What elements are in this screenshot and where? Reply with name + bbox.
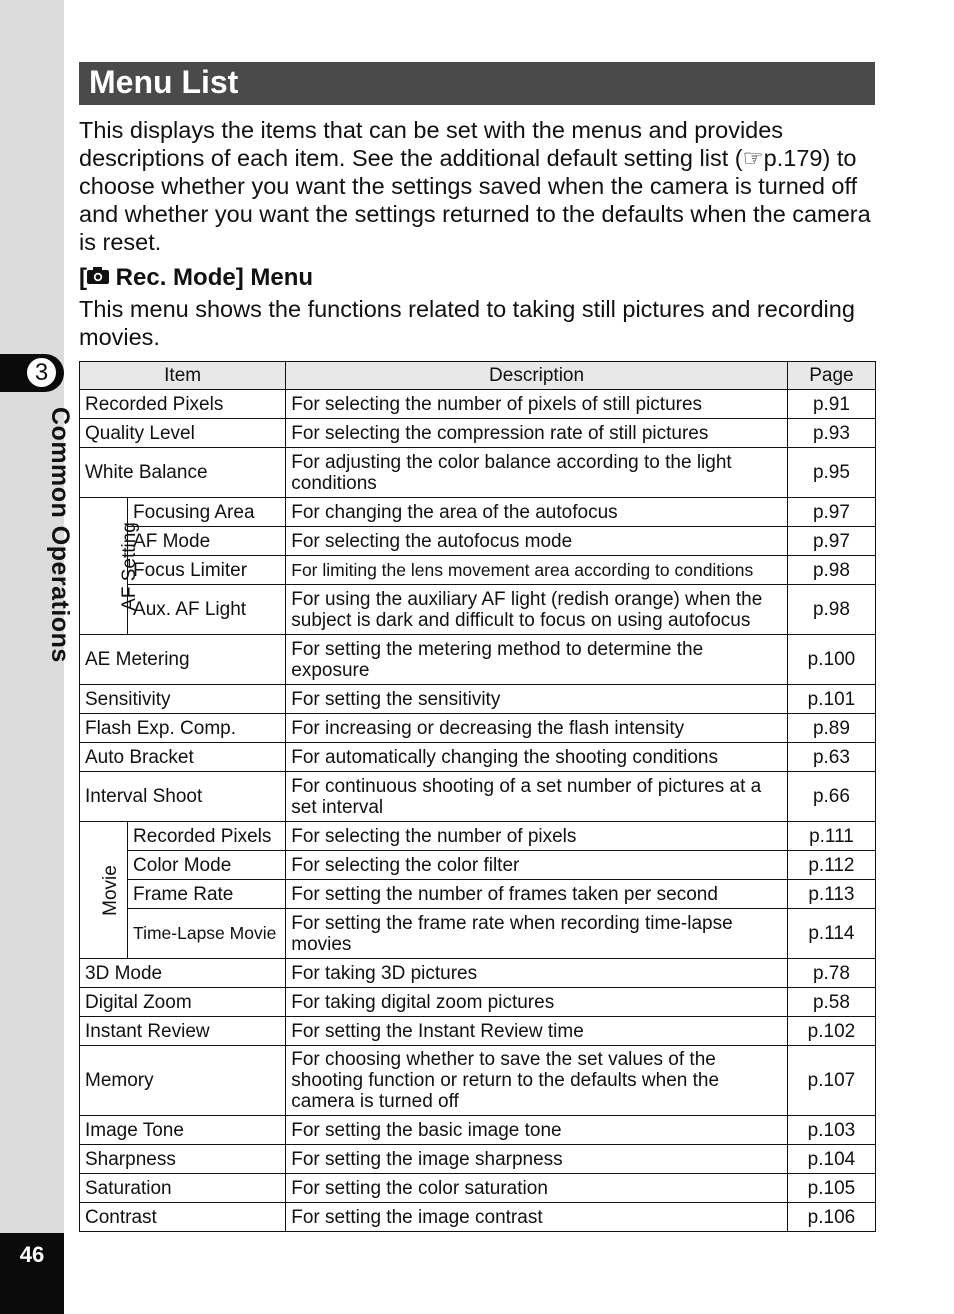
table-row <box>80 988 876 1017</box>
table-row <box>80 1174 876 1203</box>
table-row <box>80 714 876 743</box>
table-row <box>80 498 876 527</box>
row-page: p.106 <box>787 1203 875 1232</box>
row-item: Interval Shoot <box>80 772 286 822</box>
row-page: p.105 <box>787 1174 875 1203</box>
row-description: For setting the frame rate when recording time-lapse movies <box>286 909 788 959</box>
table-row <box>80 556 876 585</box>
row-description: For setting the basic image tone <box>286 1116 788 1145</box>
row-item: AE Metering <box>80 635 286 685</box>
row-page: p.111 <box>787 822 875 851</box>
row-item: Sharpness <box>80 1145 286 1174</box>
row-page: p.78 <box>787 959 875 988</box>
row-page: p.114 <box>787 909 875 959</box>
page-title: Menu List <box>89 64 239 100</box>
header-page: Page <box>787 362 875 390</box>
heading-text: Rec. Mode] Menu <box>115 264 314 291</box>
chapter-title: Common Operations <box>46 407 74 663</box>
table-row <box>80 1203 876 1232</box>
table-row <box>80 772 876 822</box>
heading-bracket: [ <box>79 264 87 291</box>
group-af-label: AF Setting <box>118 521 140 611</box>
row-item: Quality Level <box>80 419 286 448</box>
row-page: p.107 <box>787 1046 875 1116</box>
table-row <box>80 585 876 635</box>
table-row <box>80 822 876 851</box>
row-page: p.63 <box>787 743 875 772</box>
header-item: Item <box>80 362 286 390</box>
row-item: Recorded Pixels <box>128 822 286 851</box>
table-row <box>80 959 876 988</box>
row-page: p.102 <box>787 1017 875 1046</box>
row-item: Aux. AF Light <box>128 585 286 635</box>
row-description: For selecting the number of pixels <box>286 822 788 851</box>
table-row <box>80 1046 876 1116</box>
row-description: For setting the image contrast <box>286 1203 788 1232</box>
title-bar <box>79 62 875 105</box>
row-item: AF Mode <box>128 527 286 556</box>
row-item: Memory <box>80 1046 286 1116</box>
row-item: Digital Zoom <box>80 988 286 1017</box>
menu-table <box>79 361 876 1232</box>
row-page: p.100 <box>787 635 875 685</box>
row-page: p.97 <box>787 498 875 527</box>
row-description: For continuous shooting of a set number of pictures at a set interval <box>286 772 788 822</box>
row-description: For setting the image sharpness <box>286 1145 788 1174</box>
camera-icon <box>87 263 109 291</box>
row-page: p.97 <box>787 527 875 556</box>
row-page: p.91 <box>787 390 875 419</box>
table-header-row <box>80 362 876 390</box>
row-description: For setting the color saturation <box>286 1174 788 1203</box>
group-movie <box>80 822 128 959</box>
row-page: p.66 <box>787 772 875 822</box>
intro-paragraph: This displays the items that can be set with the menus and provides descriptions of each item. See the additional default setting list (☞p.179) to choose whether you want the settings saved when the camera is turned off and whether you want the settings returned to the defaults when the camera is reset. <box>79 117 871 255</box>
row-item: 3D Mode <box>80 959 286 988</box>
table-row <box>80 685 876 714</box>
row-description: For selecting the autofocus mode <box>286 527 788 556</box>
table-row <box>80 851 876 880</box>
chapter-number: 3 <box>25 356 58 389</box>
table-row <box>80 880 876 909</box>
row-item: Recorded Pixels <box>80 390 286 419</box>
row-item: Sensitivity <box>80 685 286 714</box>
row-description: For setting the sensitivity <box>286 685 788 714</box>
row-description: For selecting the compression rate of still pictures <box>286 419 788 448</box>
row-page: p.89 <box>787 714 875 743</box>
row-description: For choosing whether to save the set values of the shooting function or return to the defaults when the camera is turned off <box>286 1046 788 1116</box>
table-row <box>80 1145 876 1174</box>
row-description: For setting the number of frames taken per second <box>286 880 788 909</box>
row-item: Flash Exp. Comp. <box>80 714 286 743</box>
row-page: p.112 <box>787 851 875 880</box>
row-item: Time-Lapse Movie <box>128 909 286 959</box>
row-description: For setting the metering method to determine the exposure <box>286 635 788 685</box>
table-row <box>80 743 876 772</box>
row-page: p.93 <box>787 419 875 448</box>
table-row <box>80 1116 876 1145</box>
row-description: For selecting the color filter <box>286 851 788 880</box>
group-movie-label: Movie <box>99 864 121 916</box>
row-page: p.95 <box>787 448 875 498</box>
row-item: Instant Review <box>80 1017 286 1046</box>
row-item: Image Tone <box>80 1116 286 1145</box>
section-description: This menu shows the functions related to taking still pictures and recording movies. <box>79 296 855 350</box>
table-row <box>80 527 876 556</box>
table-row <box>80 419 876 448</box>
row-item: Frame Rate <box>128 880 286 909</box>
row-item: Color Mode <box>128 851 286 880</box>
table-row <box>80 390 876 419</box>
header-description: Description <box>286 362 788 390</box>
page-number: 46 <box>19 1242 45 1267</box>
row-description: For taking digital zoom pictures <box>286 988 788 1017</box>
row-description: For adjusting the color balance according to the light conditions <box>286 448 788 498</box>
row-item: Auto Bracket <box>80 743 286 772</box>
row-page: p.98 <box>787 585 875 635</box>
row-page: p.103 <box>787 1116 875 1145</box>
row-item: Contrast <box>80 1203 286 1232</box>
row-page: p.98 <box>787 556 875 585</box>
row-page: p.58 <box>787 988 875 1017</box>
row-page: p.113 <box>787 880 875 909</box>
row-page: p.104 <box>787 1145 875 1174</box>
row-item: Focus Limiter <box>128 556 286 585</box>
row-item: Saturation <box>80 1174 286 1203</box>
section-heading <box>79 264 313 292</box>
row-item: White Balance <box>80 448 286 498</box>
table-row <box>80 909 876 959</box>
row-description: For automatically changing the shooting conditions <box>286 743 788 772</box>
group-af-setting <box>80 498 140 635</box>
table-row <box>80 1017 876 1046</box>
row-description: For changing the area of the autofocus <box>286 498 788 527</box>
row-page: p.101 <box>787 685 875 714</box>
row-description: For using the auxiliary AF light (redish orange) when the subject is dark and difficult to focus on using autofocus <box>286 585 788 635</box>
table-row <box>80 448 876 498</box>
row-description: For increasing or decreasing the flash intensity <box>286 714 788 743</box>
row-description: For taking 3D pictures <box>286 959 788 988</box>
row-description: For setting the Instant Review time <box>286 1017 788 1046</box>
table-row <box>80 635 876 685</box>
row-description: For limiting the lens movement area according to conditions <box>286 556 788 585</box>
row-description: For selecting the number of pixels of still pictures <box>286 390 788 419</box>
row-item: Focusing Area <box>128 498 286 527</box>
